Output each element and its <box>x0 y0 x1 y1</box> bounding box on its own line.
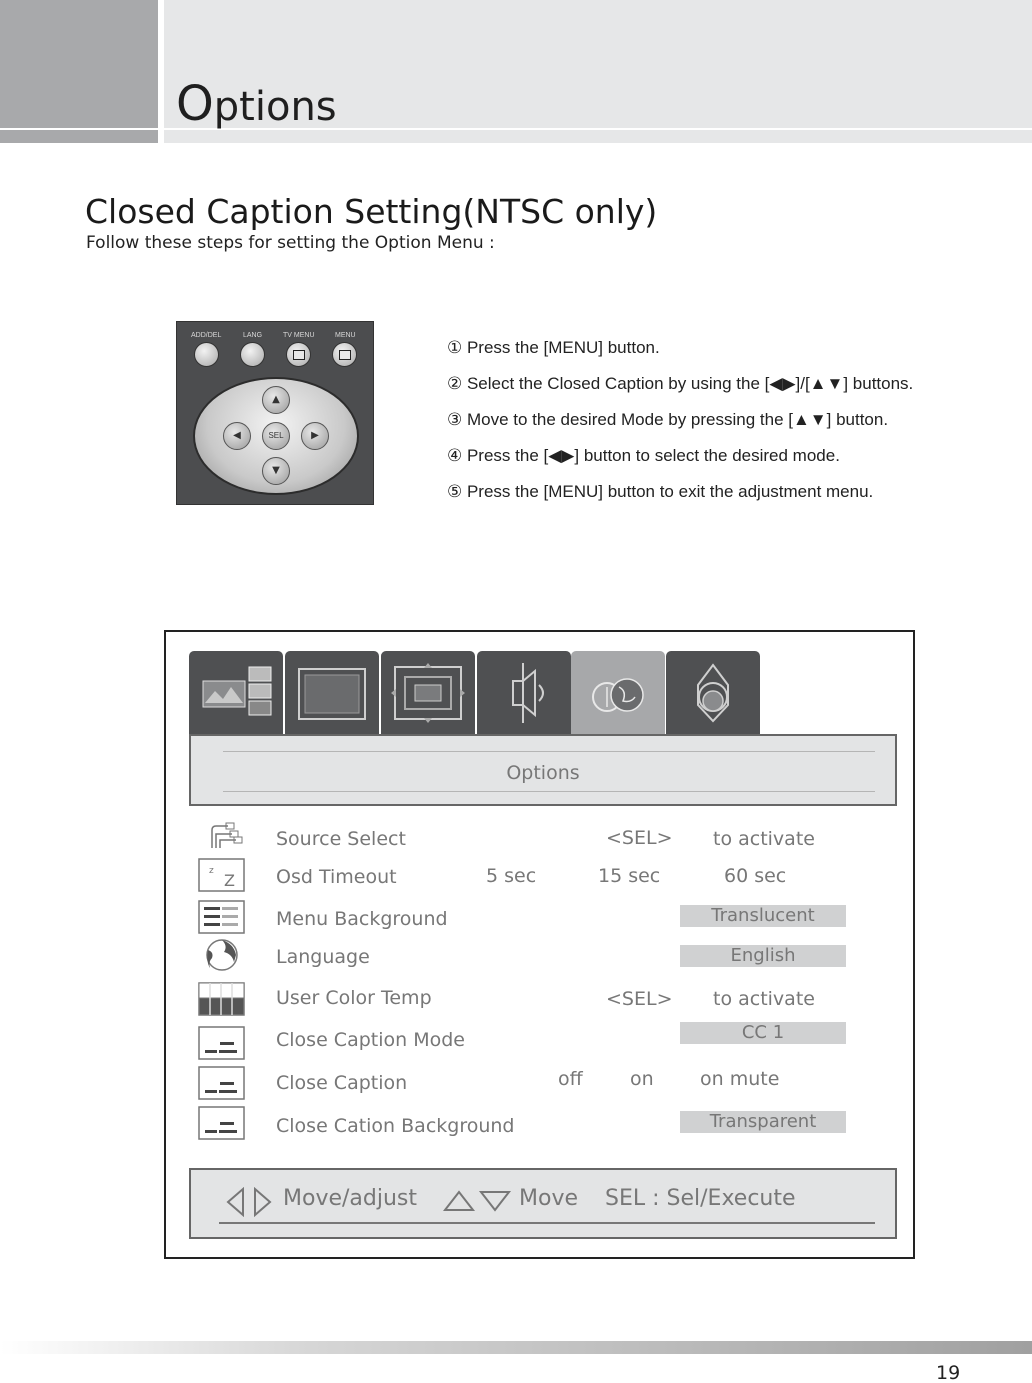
menu-button <box>332 342 357 367</box>
remote-control-image <box>176 321 374 505</box>
tv-menu-button <box>286 342 311 367</box>
add-del-button <box>194 342 219 367</box>
color-bars-icon <box>198 982 245 1016</box>
language-value[interactable]: English <box>680 945 846 967</box>
remote-label-tv-menu: TV MENU <box>283 332 315 339</box>
osd-title: Options <box>506 762 580 784</box>
step-1: ① Press the [MENU] button. <box>447 338 660 357</box>
lang-button <box>240 342 265 367</box>
setup-tab <box>666 651 760 735</box>
user-color-temp-sel: <SEL> <box>606 988 673 1010</box>
sel-button: SEL <box>262 422 290 450</box>
sound-tab-icon <box>477 651 571 735</box>
menu-item-close-caption[interactable]: Close Caption <box>276 1072 408 1094</box>
close-caption-mode-value[interactable]: CC 1 <box>680 1022 846 1044</box>
sound-tab <box>477 651 571 735</box>
sleep-icon <box>198 858 245 892</box>
step-3: ③ Move to the desired Mode by pressing the [▲▼] button. <box>447 410 889 429</box>
osd-title-rule-top <box>223 751 875 752</box>
menu-item-close-caption-background[interactable]: Close Cation Background <box>276 1115 515 1137</box>
osd-title-panel <box>189 734 897 806</box>
options-tab-icon <box>571 651 665 735</box>
picture-tab-icon <box>189 651 283 735</box>
osd-help-bar <box>189 1168 897 1239</box>
page-title-rest: ptions <box>213 84 337 130</box>
menu-item-language[interactable]: Language <box>276 946 370 968</box>
page-number: 19 <box>936 1362 961 1383</box>
close-caption-option-on[interactable]: on <box>630 1068 654 1090</box>
help-move-adjust: Move/adjust <box>283 1186 417 1211</box>
osd-menu-screenshot <box>164 630 915 1259</box>
setup-tab-icon <box>666 651 760 735</box>
menu-item-osd-timeout[interactable]: Osd Timeout <box>276 866 397 888</box>
screen-tab-icon <box>285 651 379 735</box>
menu-item-user-color-temp[interactable]: User Color Temp <box>276 987 432 1009</box>
menu-item-close-caption-mode[interactable]: Close Caption Mode <box>276 1029 465 1051</box>
page-title-initial: O <box>176 76 214 132</box>
menu-item-source-select[interactable]: Source Select <box>276 828 406 850</box>
remote-label-menu: MENU <box>335 332 356 339</box>
left-arrow-icon: ◀ <box>223 422 251 450</box>
menu-item-menu-background[interactable]: Menu Background <box>276 908 448 930</box>
step-4: ④ Press the [◀▶] button to select the desired mode. <box>447 446 840 465</box>
osd-title-rule-bottom <box>223 791 875 792</box>
caption-icon <box>198 1026 245 1060</box>
svg-text:z: z <box>209 866 214 876</box>
user-color-temp-action: to activate <box>713 988 815 1010</box>
globe-icon <box>198 938 245 972</box>
footer-gradient-bar <box>0 1341 1032 1354</box>
up-down-arrows-icon <box>443 1189 513 1213</box>
section-subtitle: Follow these steps for setting the Option Menu : <box>86 233 495 253</box>
header-rule-left <box>0 130 158 143</box>
osd-timeout-option-15[interactable]: 15 sec <box>598 865 661 887</box>
svg-text:Z: Z <box>224 871 235 890</box>
step-5: ⑤ Press the [MENU] button to exit the adjustment menu. <box>447 482 874 501</box>
menu-background-value[interactable]: Translucent <box>680 905 846 927</box>
direction-pad <box>193 377 359 495</box>
step-2: ② Select the Closed Caption by using the [◀▶]/[▲▼] buttons. <box>447 374 914 393</box>
up-arrow-icon: ▲ <box>262 386 290 414</box>
picture-tab <box>189 651 283 735</box>
help-bar-underline <box>219 1222 875 1224</box>
close-caption-background-value[interactable]: Transparent <box>680 1111 846 1133</box>
page-title <box>176 76 337 132</box>
remote-label-add-del: ADD/DEL <box>191 332 222 339</box>
osd-timeout-option-60[interactable]: 60 sec <box>724 865 787 887</box>
help-move: Move <box>519 1186 578 1211</box>
menu-icon <box>339 350 351 360</box>
close-caption-option-on-mute[interactable]: on mute <box>700 1068 780 1090</box>
plug-icon <box>198 822 245 856</box>
options-tab <box>571 651 665 735</box>
size-tab <box>381 651 475 735</box>
source-select-sel: <SEL> <box>606 827 673 849</box>
source-select-action: to activate <box>713 828 815 850</box>
menu-lines-icon <box>198 900 245 934</box>
close-caption-option-off[interactable]: off <box>558 1068 583 1090</box>
screen-tab <box>285 651 379 735</box>
remote-label-lang: LANG <box>243 332 263 339</box>
help-sel-execute: SEL : Sel/Execute <box>605 1186 796 1211</box>
osd-timeout-option-5[interactable]: 5 sec <box>486 865 537 887</box>
tv-menu-icon <box>293 350 305 360</box>
caption-icon <box>198 1066 245 1100</box>
left-right-arrows-icon <box>225 1187 275 1217</box>
down-arrow-icon: ▼ <box>262 457 290 485</box>
caption-icon <box>198 1106 245 1140</box>
size-tab-icon <box>381 651 475 735</box>
right-arrow-icon: ▶ <box>301 422 329 450</box>
section-title: Closed Caption Setting(NTSC only) <box>85 192 658 231</box>
header-accent-block <box>0 0 158 128</box>
